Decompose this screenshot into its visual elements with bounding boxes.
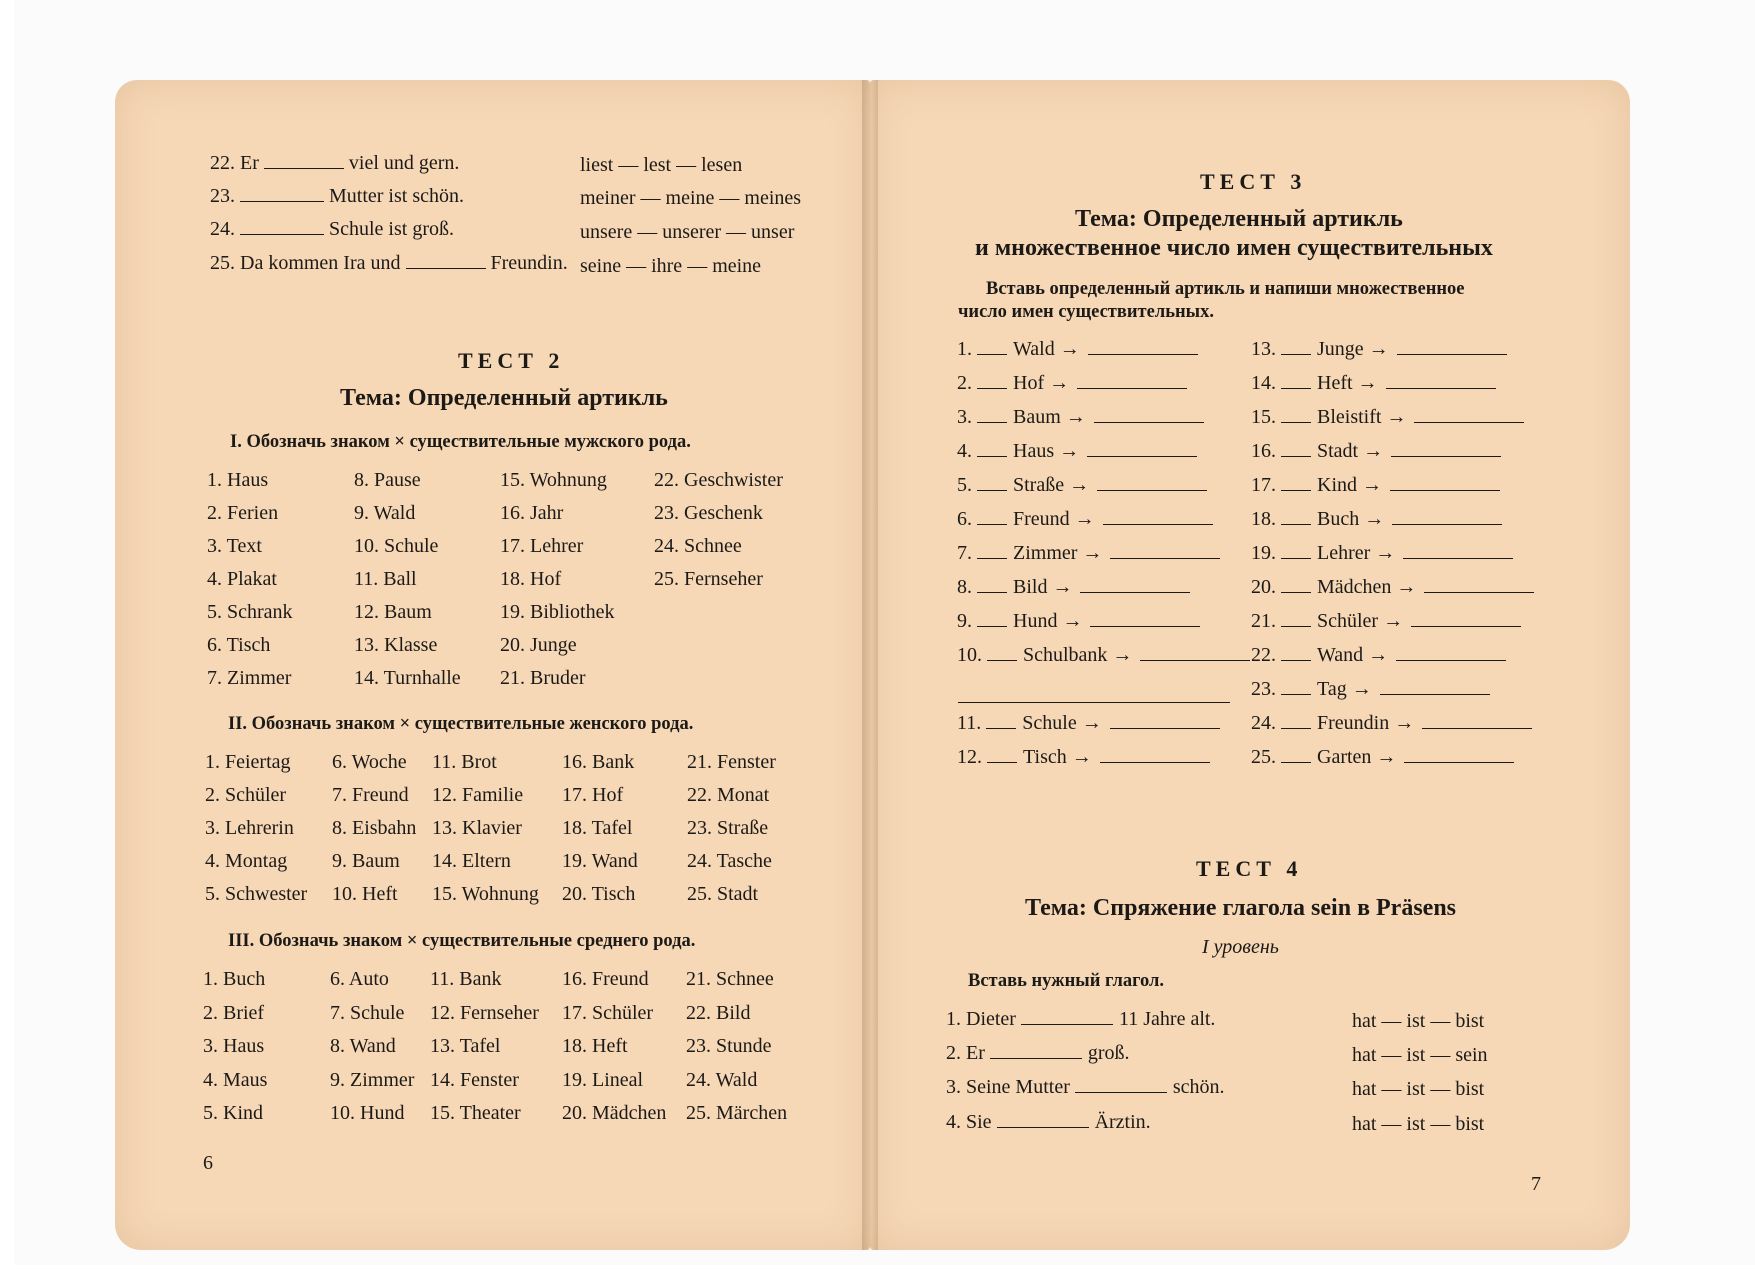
word-item: 10. Hund — [330, 1102, 405, 1124]
options: hat — ist — bist — [1352, 1010, 1485, 1032]
plural-blank — [1386, 372, 1496, 389]
plural-blank — [1403, 542, 1513, 559]
test-theme-line2: и множественное число имен существительных — [975, 235, 1493, 261]
item-text: 1. Dieter — [946, 1008, 1021, 1030]
item-number: 24. — [210, 218, 235, 240]
sein-item — [946, 1042, 1130, 1065]
test-title: ТЕСТ 4 — [1196, 856, 1303, 881]
word-item: 1. Buch — [203, 968, 266, 990]
noun-word: Tisch → — [1023, 746, 1092, 768]
answer-blank — [264, 152, 344, 169]
article-blank — [1281, 610, 1311, 627]
item-number: 7. — [957, 542, 977, 564]
instruction: число имен существительных. — [958, 302, 1214, 322]
word-item: 5. Schwester — [205, 883, 308, 905]
options: hat — ist — bist — [1352, 1113, 1485, 1135]
word-item: 25. Fernseher — [654, 568, 763, 590]
item-number: 8. — [957, 576, 977, 598]
instruction: Вставь нужный глагол. — [968, 971, 1165, 991]
plural-item — [957, 576, 1190, 599]
plural-blank — [1090, 610, 1200, 627]
word-item: 3. Haus — [203, 1035, 265, 1057]
word-item: 14. Eltern — [432, 850, 511, 872]
article-blank — [977, 542, 1007, 559]
article-blank — [1281, 746, 1311, 763]
item-number: 20. — [1251, 576, 1281, 598]
plural-blank — [1087, 440, 1197, 457]
noun-word: Schulbank → — [1023, 644, 1133, 666]
plural-item — [1251, 610, 1521, 633]
word-item: 3. Text — [207, 535, 262, 557]
plural-item — [1251, 406, 1524, 429]
word-item: 22. Bild — [686, 1001, 751, 1024]
test-title: ТЕСТ 3 — [1200, 169, 1307, 194]
word-item: 22. Geschwister — [654, 469, 783, 491]
plural-item — [957, 372, 1187, 395]
article-blank — [1281, 474, 1311, 491]
plural-item — [957, 474, 1207, 497]
plural-item — [1251, 542, 1513, 565]
article-blank — [977, 338, 1007, 355]
item-text: viel und gern. — [348, 152, 460, 174]
noun-word: Stadt → — [1317, 440, 1384, 462]
answer-blank — [406, 252, 486, 269]
word-item: 19. Lineal — [562, 1068, 644, 1091]
article-blank — [987, 644, 1017, 661]
word-item: 17. Hof — [562, 784, 624, 806]
item-number: 4. — [957, 440, 977, 462]
noun-word: Hof → — [1013, 372, 1070, 394]
word-item: 16. Jahr — [500, 502, 564, 524]
item-number: 18. — [1251, 508, 1281, 530]
article-blank — [977, 610, 1007, 627]
left-top-item — [210, 251, 568, 275]
plural-blank — [1396, 644, 1506, 661]
plural-blank — [1397, 338, 1507, 355]
sein-item — [946, 1111, 1151, 1134]
item-text: Mutter ist schön. — [329, 185, 464, 207]
noun-word: Bleistift → — [1317, 406, 1407, 428]
item-number: 5. — [957, 474, 977, 496]
plural-item — [957, 644, 1250, 667]
word-item: 1. Haus — [207, 469, 269, 491]
item-number: 12. — [957, 746, 987, 768]
options: hat — ist — bist — [1352, 1078, 1485, 1100]
item-text: Ärztin. — [1094, 1111, 1151, 1133]
word-item: 15. Wohnung — [500, 469, 607, 491]
word-item: 18. Heft — [562, 1035, 628, 1057]
plural-item — [957, 542, 1220, 565]
noun-word: Straße → — [1013, 474, 1090, 496]
word-item: 10. Schule — [354, 535, 439, 557]
article-blank — [987, 746, 1017, 763]
noun-word: Lehrer → — [1317, 542, 1396, 564]
plural-item — [957, 610, 1200, 633]
noun-word: Wand → — [1317, 644, 1389, 666]
page-number: 7 — [1531, 1173, 1541, 1195]
plural-item — [957, 508, 1213, 531]
item-number: 25. — [1251, 746, 1281, 768]
noun-word: Zimmer → — [1013, 542, 1103, 564]
plural-blank — [1140, 644, 1250, 661]
level: I уровень — [1202, 936, 1279, 958]
section-title: III. Обозначь знаком × существительные среднего рода. — [228, 931, 696, 951]
noun-word: Haus → — [1013, 440, 1080, 462]
plural-item — [957, 338, 1198, 361]
plural-blank — [1110, 542, 1220, 559]
word-item: 10. Heft — [332, 883, 398, 905]
item-number: 14. — [1251, 372, 1281, 394]
noun-word: Hund → — [1013, 610, 1083, 632]
word-item: 9. Baum — [332, 850, 400, 872]
word-item: 12. Fernseher — [430, 1001, 539, 1024]
instruction: Вставь определенный артикль и напиши множественное — [986, 279, 1465, 299]
word-item: 18. Tafel — [562, 817, 633, 839]
sein-item — [946, 1076, 1225, 1099]
word-item: 21. Fenster — [687, 751, 776, 773]
word-item: 3. Lehrerin — [205, 817, 294, 839]
item-number: 23. — [1251, 678, 1281, 700]
plural-item — [957, 712, 1220, 735]
item-text: 11 Jahre alt. — [1118, 1008, 1216, 1030]
word-item: 22. Monat — [687, 784, 770, 806]
item-number: 10. — [957, 644, 987, 666]
item-text: 4. Sie — [946, 1111, 997, 1133]
plural-blank — [1088, 338, 1198, 355]
options: meiner — meine — meines — [580, 187, 802, 209]
section-title: II. Обозначь знаком × существительные женского рода. — [228, 714, 694, 734]
test-theme: Тема: Определенный артикль — [1075, 206, 1403, 232]
word-item: 18. Hof — [500, 568, 562, 590]
word-item: 20. Junge — [500, 634, 577, 656]
plural-blank — [1097, 474, 1207, 491]
options: seine — ihre — meine — [580, 255, 762, 277]
item-number: 11. — [957, 712, 987, 734]
plural-item — [1251, 576, 1534, 599]
article-blank — [977, 474, 1007, 491]
plural-item — [957, 406, 1204, 429]
item-number: 17. — [1251, 474, 1281, 496]
sein-item — [946, 1008, 1215, 1031]
article-blank — [977, 576, 1007, 593]
word-item: 25. Stadt — [687, 883, 759, 905]
plural-item — [1251, 338, 1507, 361]
word-item: 2. Ferien — [207, 502, 279, 524]
plural-blank — [1380, 678, 1490, 695]
left-top-item — [210, 217, 454, 241]
word-item: 16. Freund — [562, 968, 649, 990]
word-item: 19. Bibliothek — [500, 601, 615, 623]
plural-blank — [1103, 508, 1213, 525]
left-top-item — [210, 151, 459, 175]
plural-item — [1251, 440, 1501, 463]
article-blank — [1281, 508, 1311, 525]
word-item: 15. Wohnung — [432, 883, 539, 905]
test-title: ТЕСТ 2 — [458, 348, 565, 373]
plural-item — [957, 746, 1210, 769]
word-item: 21. Bruder — [500, 667, 586, 689]
word-item: 25. Märchen — [686, 1102, 788, 1124]
word-item: 11. Brot — [432, 751, 497, 773]
word-item: 4. Montag — [205, 850, 288, 872]
word-item: 24. Schnee — [654, 535, 742, 557]
item-number: 23. — [210, 185, 235, 207]
plural-blank — [1391, 440, 1501, 457]
item-number: 13. — [1251, 338, 1281, 360]
plural-blank — [1392, 508, 1502, 525]
noun-word: Garten → — [1317, 746, 1397, 768]
verb-blank — [1021, 1008, 1113, 1025]
word-item: 15. Theater — [430, 1102, 521, 1124]
word-item: 8. Wand — [330, 1035, 396, 1057]
answer-blank — [240, 185, 324, 202]
plural-blank — [1404, 746, 1514, 763]
word-item: 8. Pause — [354, 469, 421, 491]
word-item: 23. Geschenk — [654, 502, 763, 524]
word-item: 6. Tisch — [207, 634, 271, 656]
item-number: 1. — [957, 338, 977, 360]
word-item: 20. Tisch — [562, 883, 636, 905]
plural-blank — [1411, 610, 1521, 627]
item-number: 22. — [1251, 644, 1281, 666]
word-item: 9. Wald — [354, 502, 416, 524]
article-blank — [1281, 338, 1311, 355]
noun-word: Wald → — [1013, 338, 1080, 360]
word-item: 7. Zimmer — [207, 667, 292, 689]
item-number: 9. — [957, 610, 977, 632]
word-item: 24. Tasche — [687, 850, 772, 872]
word-item: 6. Woche — [332, 751, 407, 773]
noun-word: Tag → — [1317, 678, 1372, 700]
options: unsere — unserer — unser — [580, 221, 795, 243]
word-item: 5. Schrank — [207, 601, 293, 623]
item-text: groß. — [1087, 1042, 1130, 1064]
word-item: 7. Schule — [330, 1001, 405, 1024]
word-item: 17. Schüler — [562, 1001, 654, 1024]
plural-item — [1251, 712, 1532, 735]
page-number: 6 — [203, 1152, 213, 1174]
test-theme: Тема: Спряжение глагола sein в Präsens — [1025, 895, 1457, 921]
plural-blank — [1100, 746, 1210, 763]
word-item: 8. Eisbahn — [332, 817, 417, 839]
noun-word: Freundin → — [1317, 712, 1415, 734]
word-item: 9. Zimmer — [330, 1068, 415, 1091]
item-number: 21. — [1251, 610, 1281, 632]
item-number: 16. — [1251, 440, 1281, 462]
word-item: 4. Plakat — [207, 568, 277, 590]
item-number: 24. — [1251, 712, 1281, 734]
plural-item — [1251, 644, 1506, 667]
article-blank — [1281, 678, 1311, 695]
word-item: 6. Auto — [330, 968, 389, 990]
answer-line — [958, 702, 1230, 703]
item-text: 2. Er — [946, 1042, 990, 1064]
noun-word: Junge → — [1317, 338, 1389, 360]
plural-item — [1251, 678, 1490, 701]
options: liest — lest — lesen — [580, 154, 743, 176]
word-item: 24. Wald — [686, 1068, 758, 1091]
plural-blank — [1422, 712, 1532, 729]
noun-word: Heft → — [1317, 372, 1378, 394]
item-number: 22. Er — [210, 152, 259, 174]
article-blank — [1281, 440, 1311, 457]
item-number: 19. — [1251, 542, 1281, 564]
article-blank — [977, 406, 1007, 423]
verb-blank — [990, 1042, 1082, 1059]
article-blank — [986, 712, 1016, 729]
word-item: 13. Klavier — [432, 817, 522, 839]
noun-word: Schüler → — [1317, 610, 1404, 632]
test-theme: Тема: Определенный артикль — [340, 385, 668, 411]
word-item: 12. Familie — [432, 784, 524, 806]
article-blank — [1281, 576, 1311, 593]
word-item: 23. Straße — [687, 817, 769, 839]
item-text: Freundin. — [490, 252, 568, 274]
plural-blank — [1094, 406, 1204, 423]
plural-blank — [1390, 474, 1500, 491]
item-text: schön. — [1172, 1076, 1225, 1098]
article-blank — [977, 508, 1007, 525]
article-blank — [1281, 372, 1311, 389]
left-top-item — [210, 184, 464, 208]
noun-word: Buch → — [1317, 508, 1385, 530]
word-item: 2. Schüler — [205, 784, 287, 806]
word-item: 1. Feiertag — [205, 751, 291, 773]
word-item: 13. Tafel — [430, 1035, 501, 1057]
plural-blank — [1414, 406, 1524, 423]
word-item: 11. Ball — [354, 568, 417, 590]
item-text: 3. Seine Mutter — [946, 1076, 1075, 1098]
item-number: 3. — [957, 406, 977, 428]
word-item: 11. Bank — [430, 968, 502, 990]
noun-word: Bild → — [1013, 576, 1073, 598]
article-blank — [977, 372, 1007, 389]
plural-item — [1251, 474, 1500, 497]
plural-blank — [1110, 712, 1220, 729]
word-item: 19. Wand — [562, 850, 638, 872]
article-blank — [977, 440, 1007, 457]
word-item: 5. Kind — [203, 1102, 263, 1124]
plural-item — [1251, 372, 1496, 395]
noun-word: Kind → — [1317, 474, 1382, 496]
word-item: 14. Turnhalle — [354, 667, 461, 689]
word-item: 17. Lehrer — [500, 535, 584, 557]
article-blank — [1281, 644, 1311, 661]
verb-blank — [1075, 1076, 1167, 1093]
word-item: 14. Fenster — [430, 1068, 519, 1091]
plural-item — [1251, 746, 1514, 769]
word-item: 21. Schnee — [686, 968, 774, 990]
article-blank — [1281, 712, 1311, 729]
plural-blank — [1080, 576, 1190, 593]
noun-word: Mädchen → — [1317, 576, 1417, 598]
plural-blank — [1424, 576, 1534, 593]
noun-word: Baum → — [1013, 406, 1086, 428]
verb-blank — [997, 1111, 1089, 1128]
word-item: 7. Freund — [332, 784, 409, 806]
word-item: 2. Brief — [203, 1001, 265, 1024]
item-number: 25. Da kommen Ira und — [210, 252, 401, 274]
item-number: 2. — [957, 372, 977, 394]
book-spine — [862, 80, 878, 1250]
word-item: 16. Bank — [562, 751, 635, 773]
plural-item — [957, 440, 1197, 463]
item-number: 15. — [1251, 406, 1281, 428]
plural-blank — [1077, 372, 1187, 389]
options: hat — ist — sein — [1352, 1044, 1488, 1066]
item-number: 6. — [957, 508, 977, 530]
plural-item — [1251, 508, 1502, 531]
answer-blank — [240, 218, 324, 235]
word-item: 12. Baum — [354, 601, 432, 623]
noun-word: Freund → — [1013, 508, 1095, 530]
word-item: 23. Stunde — [686, 1035, 772, 1057]
article-blank — [1281, 542, 1311, 559]
section-title: I. Обозначь знаком × существительные мужского рода. — [230, 432, 691, 452]
noun-word: Schule → — [1022, 712, 1102, 734]
word-item: 4. Maus — [203, 1068, 268, 1091]
article-blank — [1281, 406, 1311, 423]
item-text: Schule ist groß. — [329, 218, 454, 240]
word-item: 13. Klasse — [354, 634, 438, 656]
word-item: 20. Mädchen — [562, 1102, 667, 1124]
